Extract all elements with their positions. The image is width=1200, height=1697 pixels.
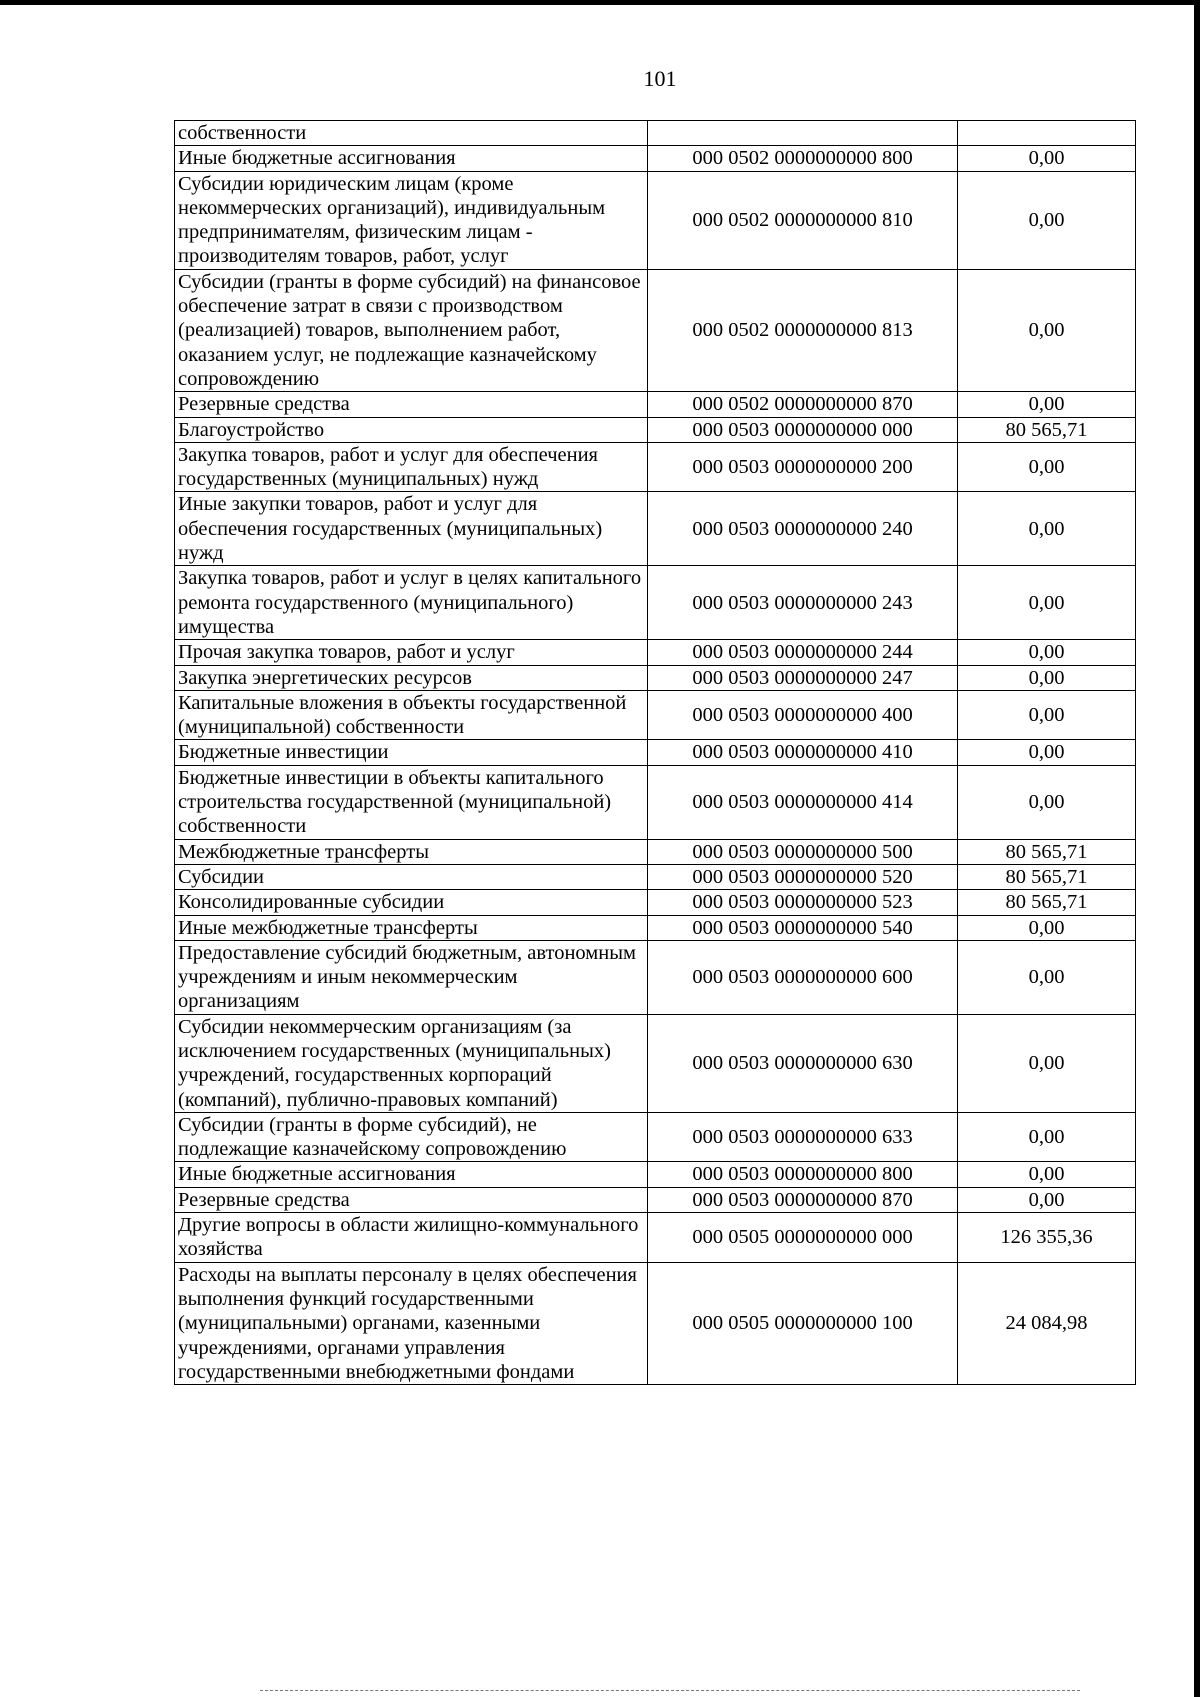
name-cell: Иные бюджетные ассигнования: [175, 146, 648, 171]
code-cell: 000 0502 0000000000 800: [648, 146, 958, 171]
name-cell: Иные бюджетные ассигнования: [175, 1162, 648, 1187]
amount-cell: 0,00: [958, 765, 1136, 839]
table-row: [175, 121, 1136, 146]
scan-edge-right: [1194, 0, 1200, 1697]
table-row: [175, 740, 1136, 765]
name-cell: Расходы на выплаты персоналу в целях обеспечения выполнения функций государственными (муниципальными) органами, казенными учреждениями, органами управления государственными внебюджетными фондами: [175, 1262, 648, 1384]
name-cell: Резервные средства: [175, 392, 648, 417]
amount-cell: 0,00: [958, 940, 1136, 1014]
table-row: [175, 839, 1136, 864]
amount-cell: 0,00: [958, 1112, 1136, 1162]
table-row: [175, 1112, 1136, 1162]
code-cell: 000 0503 0000000000 000: [648, 417, 958, 442]
amount-cell: 126 355,36: [958, 1213, 1136, 1263]
table-row: [175, 392, 1136, 417]
name-cell: Субсидии: [175, 864, 648, 889]
table-row: [175, 765, 1136, 839]
name-cell: Закупка товаров, работ и услуг в целях капитального ремонта государственного (муниципального) имущества: [175, 566, 648, 640]
name-cell: Бюджетные инвестиции: [175, 740, 648, 765]
code-cell: 000 0503 0000000000 200: [648, 442, 958, 492]
amount-cell: 0,00: [958, 492, 1136, 566]
table-row: [175, 417, 1136, 442]
table-row: [175, 1262, 1136, 1384]
name-cell: собственности: [175, 121, 648, 146]
name-cell: Субсидии юридическим лицам (кроме некоммерческих организаций), индивидуальным предпринимателям, физическим лицам - производителям товаров, работ, услуг: [175, 171, 648, 269]
table-row: [175, 640, 1136, 665]
name-cell: Закупка энергетических ресурсов: [175, 665, 648, 690]
code-cell: 000 0502 0000000000 813: [648, 269, 958, 391]
code-cell: 000 0503 0000000000 414: [648, 765, 958, 839]
code-cell: 000 0503 0000000000 240: [648, 492, 958, 566]
amount-cell: 0,00: [958, 171, 1136, 269]
table-row: [175, 1014, 1136, 1112]
code-cell: 000 0502 0000000000 810: [648, 171, 958, 269]
code-cell: 000 0503 0000000000 243: [648, 566, 958, 640]
table-row: [175, 940, 1136, 1014]
amount-cell: 0,00: [958, 665, 1136, 690]
amount-cell: 80 565,71: [958, 864, 1136, 889]
amount-cell: 0,00: [958, 690, 1136, 740]
amount-cell: 0,00: [958, 566, 1136, 640]
name-cell: Прочая закупка товаров, работ и услуг: [175, 640, 648, 665]
amount-cell: 0,00: [958, 1187, 1136, 1212]
code-cell: 000 0503 0000000000 630: [648, 1014, 958, 1112]
code-cell: 000 0503 0000000000 600: [648, 940, 958, 1014]
code-cell: 000 0505 0000000000 000: [648, 1213, 958, 1263]
name-cell: Иные межбюджетные трансферты: [175, 915, 648, 940]
table-row: [175, 492, 1136, 566]
code-cell: [648, 121, 958, 146]
table-row: [175, 1162, 1136, 1187]
name-cell: Межбюджетные трансферты: [175, 839, 648, 864]
amount-cell: 0,00: [958, 740, 1136, 765]
code-cell: 000 0503 0000000000 400: [648, 690, 958, 740]
amount-cell: 0,00: [958, 1162, 1136, 1187]
name-cell: Субсидии (гранты в форме субсидий) на финансовое обеспечение затрат в связи с производством (реализацией) товаров, выполнением работ, оказанием услуг, не подлежащие казначейскому сопровождению: [175, 269, 648, 391]
code-cell: 000 0503 0000000000 523: [648, 890, 958, 915]
table-row: [175, 146, 1136, 171]
code-cell: 000 0502 0000000000 870: [648, 392, 958, 417]
name-cell: Субсидии некоммерческим организациям (за исключением государственных (муниципальных) учреждений, государственных корпораций (компаний), публично-правовых компаний): [175, 1014, 648, 1112]
table-row: [175, 915, 1136, 940]
name-cell: Субсидии (гранты в форме субсидий), не подлежащие казначейскому сопровождению: [175, 1112, 648, 1162]
name-cell: Иные закупки товаров, работ и услуг для обеспечения государственных (муниципальных) нужд: [175, 492, 648, 566]
code-cell: 000 0505 0000000000 100: [648, 1262, 958, 1384]
table-row: [175, 1213, 1136, 1263]
amount-cell: 0,00: [958, 269, 1136, 391]
name-cell: Другие вопросы в области жилищно-коммунального хозяйства: [175, 1213, 648, 1263]
code-cell: 000 0503 0000000000 800: [648, 1162, 958, 1187]
code-cell: 000 0503 0000000000 540: [648, 915, 958, 940]
page-number: 101: [643, 66, 677, 91]
code-cell: 000 0503 0000000000 633: [648, 1112, 958, 1162]
name-cell: Бюджетные инвестиции в объекты капитального строительства государственной (муниципальной) собственности: [175, 765, 648, 839]
table-row: [175, 665, 1136, 690]
name-cell: Капитальные вложения в объекты государственной (муниципальной) собственности: [175, 690, 648, 740]
amount-cell: 80 565,71: [958, 890, 1136, 915]
table-row: [175, 890, 1136, 915]
amount-cell: 0,00: [958, 392, 1136, 417]
code-cell: 000 0503 0000000000 500: [648, 839, 958, 864]
amount-cell: 0,00: [958, 1014, 1136, 1112]
name-cell: Резервные средства: [175, 1187, 648, 1212]
code-cell: 000 0503 0000000000 247: [648, 665, 958, 690]
amount-cell: 0,00: [958, 442, 1136, 492]
amount-cell: 80 565,71: [958, 417, 1136, 442]
table-row: [175, 690, 1136, 740]
table-row: [175, 269, 1136, 391]
budget-table: [174, 120, 1136, 1385]
amount-cell: [958, 121, 1136, 146]
code-cell: 000 0503 0000000000 410: [648, 740, 958, 765]
name-cell: Закупка товаров, работ и услуг для обеспечения государственных (муниципальных) нужд: [175, 442, 648, 492]
name-cell: Предоставление субсидий бюджетным, автономным учреждениям и иным некоммерческим организациям: [175, 940, 648, 1014]
code-cell: 000 0503 0000000000 244: [648, 640, 958, 665]
scan-edge-top: [0, 0, 1200, 5]
amount-cell: 80 565,71: [958, 839, 1136, 864]
budget-table-body: [175, 121, 1136, 1385]
amount-cell: 0,00: [958, 915, 1136, 940]
table-row: [175, 171, 1136, 269]
table-row: [175, 566, 1136, 640]
scan-footer-line: [260, 1690, 1080, 1691]
amount-cell: 24 084,98: [958, 1262, 1136, 1384]
amount-cell: 0,00: [958, 146, 1136, 171]
code-cell: 000 0503 0000000000 520: [648, 864, 958, 889]
table-row: [175, 442, 1136, 492]
table-row: [175, 1187, 1136, 1212]
code-cell: 000 0503 0000000000 870: [648, 1187, 958, 1212]
name-cell: Благоустройство: [175, 417, 648, 442]
amount-cell: 0,00: [958, 640, 1136, 665]
name-cell: Консолидированные субсидии: [175, 890, 648, 915]
table-row: [175, 864, 1136, 889]
